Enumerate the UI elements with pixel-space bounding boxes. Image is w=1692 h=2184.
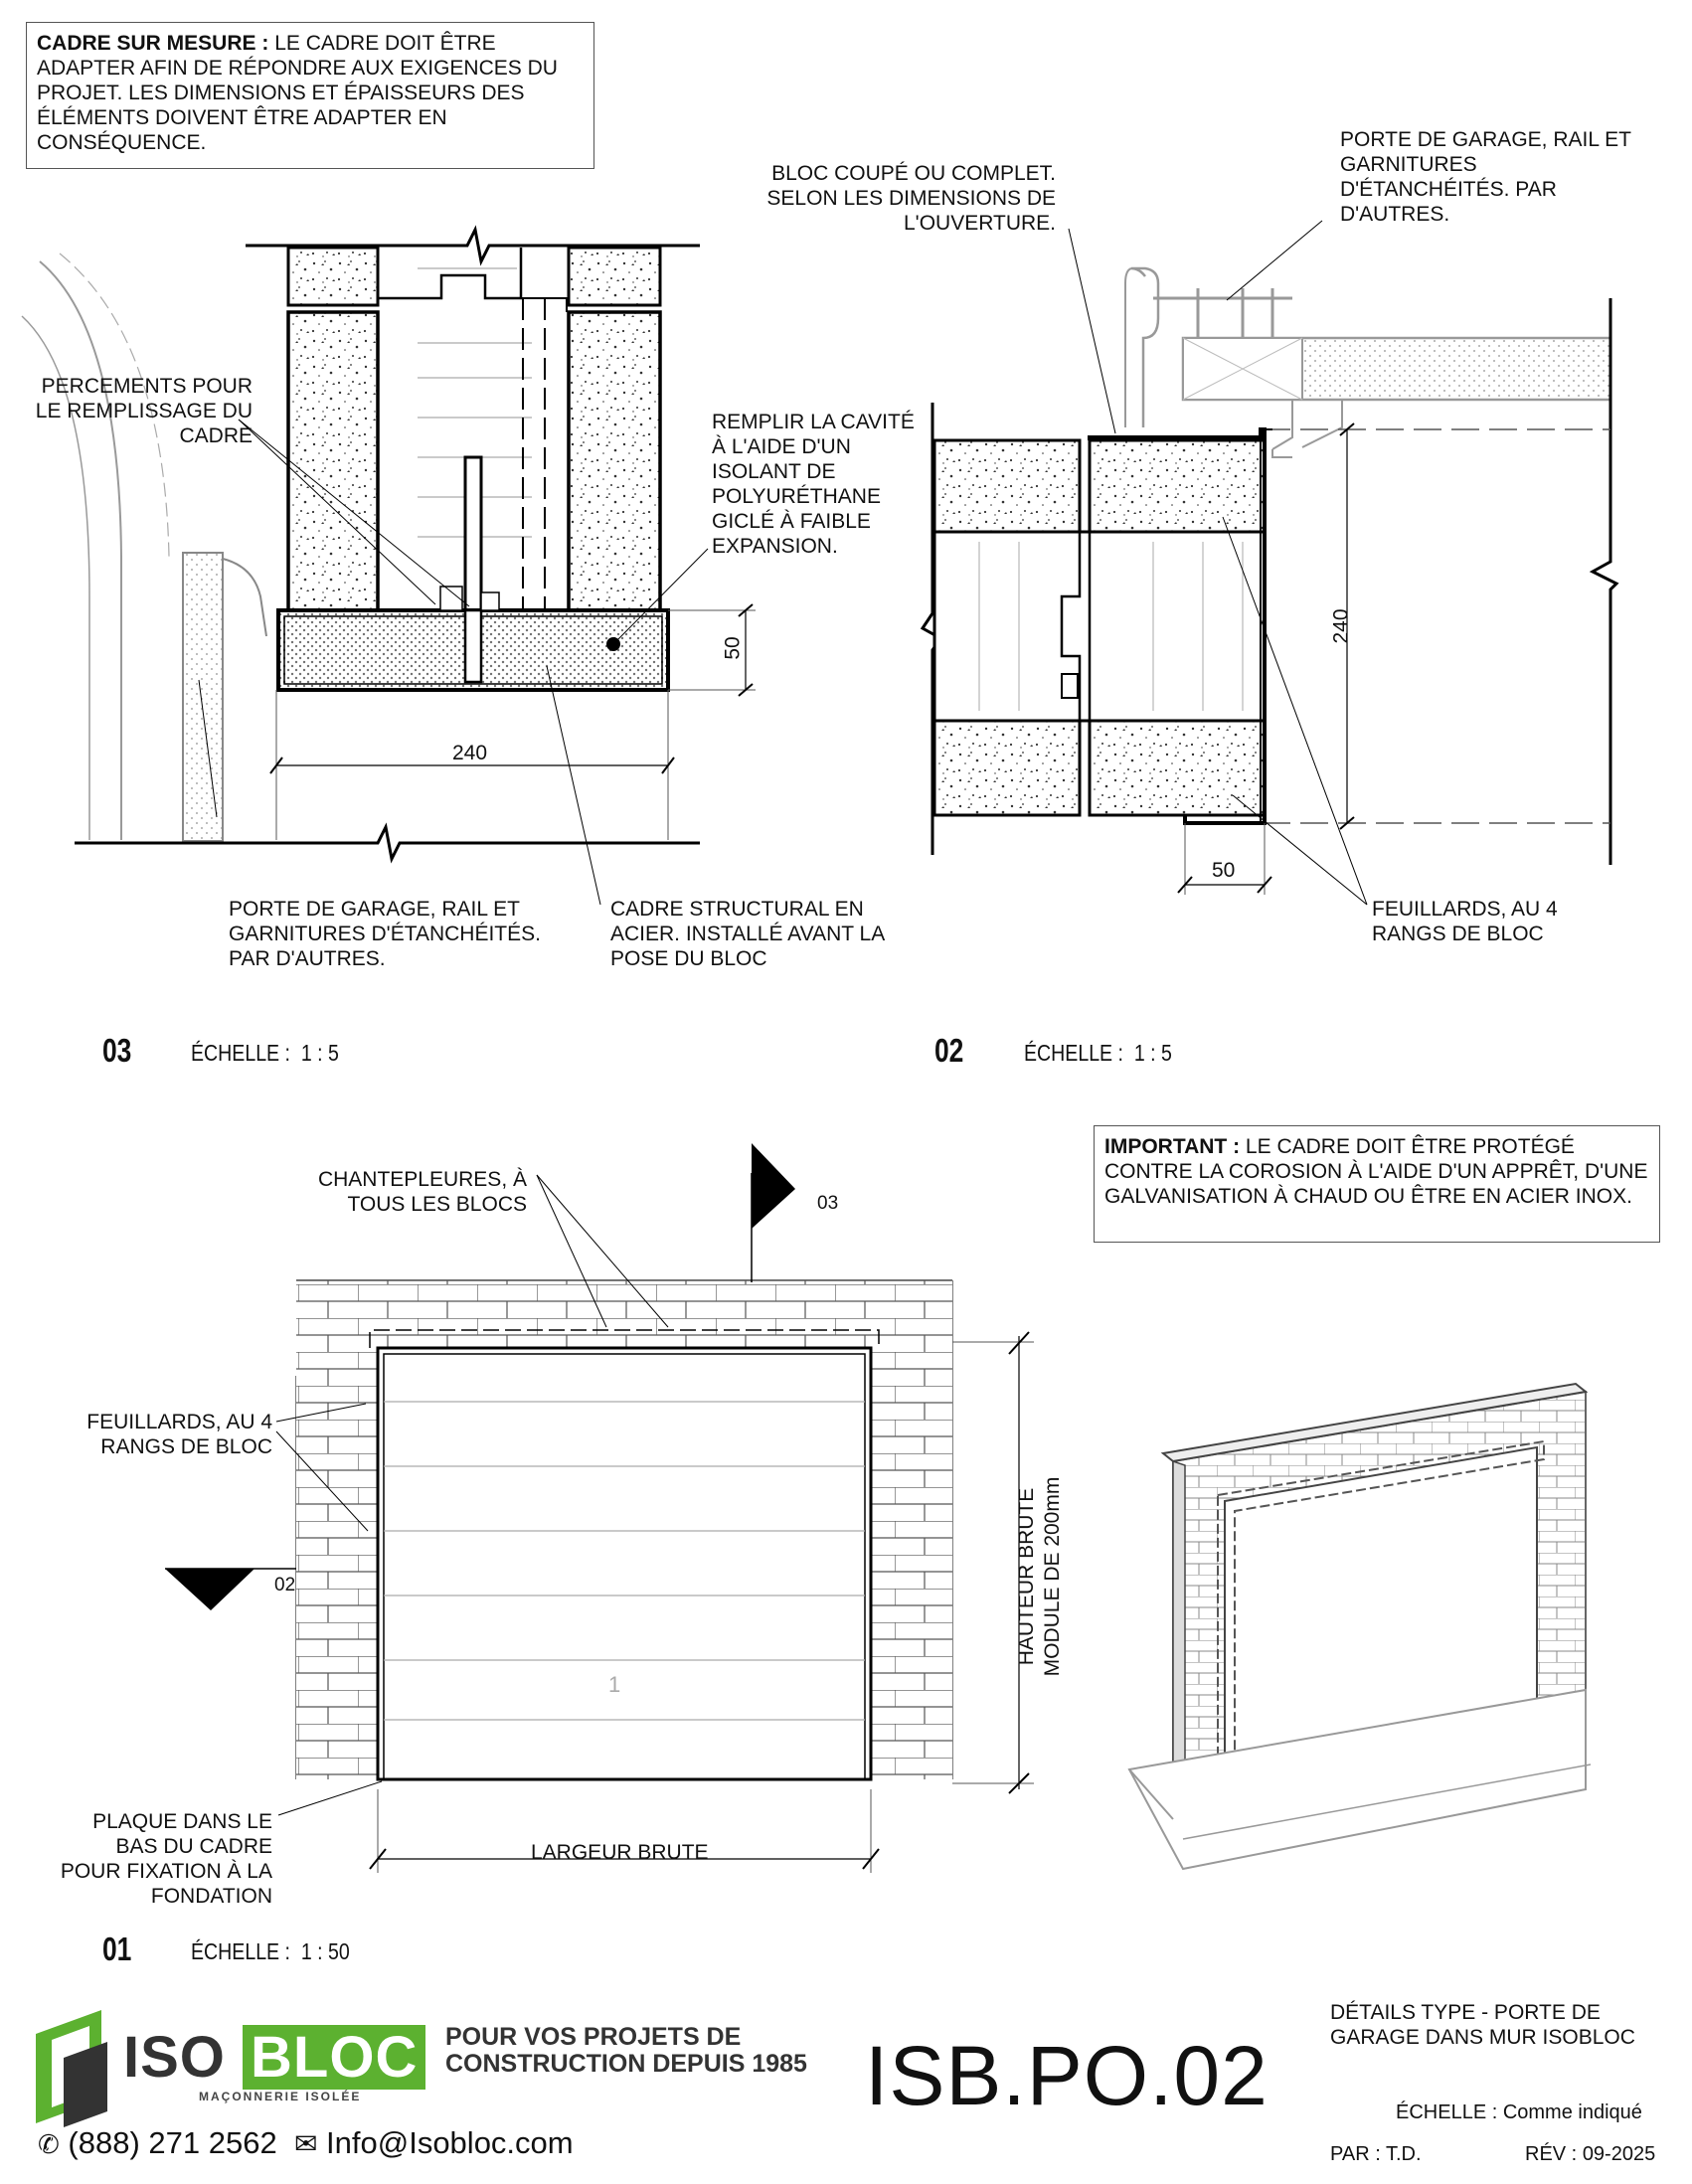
callout-cadre: CADRE STRUCTURAL EN ACIER. INSTALLÉ AVANT LA POSE DU BLOC (610, 898, 885, 970)
scale-label: ÉCHELLE : (1024, 1040, 1123, 1066)
hauteur-label: HAUTEUR BRUTE (1015, 1487, 1038, 1666)
tagline-line2: CONSTRUCTION DEPUIS 1985 (445, 2050, 807, 2078)
titleblock-revision (1525, 2143, 1655, 2166)
door-mark: 1 (608, 1672, 621, 1697)
callout-bloc: BLOC COUPÉ OU COMPLET. SELON LES DIMENSIONS DE L'OUVERTURE. (766, 162, 1056, 235)
important-note-text: LE CADRE DOIT ÊTRE PROTÉGÉ CONTRE LA COROSION À L'AIDE D'UN APPRÊT, D'UNE GALVANISATION À CHAUD OU ÊTRE EN ACIER INOX. (1104, 1135, 1648, 1208)
section-ref-02: 02 (274, 1575, 296, 1596)
scale-label: ÉCHELLE : (191, 1040, 290, 1066)
tb-rev-value: 09-2025 (1582, 2143, 1656, 2165)
titleblock-author (1330, 2143, 1422, 2166)
titleblock-scale (1396, 2101, 1642, 2124)
tagline-line1: POUR VOS PROJETS DE (445, 2023, 742, 2051)
drawing-code: ISB.PO.02 (865, 2029, 1269, 2122)
detail-01-drawing (165, 1143, 1034, 1873)
logo-subtitle: MAÇONNERIE ISOLÉE (199, 2090, 362, 2103)
logo-wordmark (123, 2024, 425, 2091)
drawing-title-line2: GARAGE DANS MUR ISOBLOC (1330, 2026, 1635, 2049)
isobloc-logo-mark (36, 2010, 107, 2127)
tb-by-label: PAR : (1330, 2143, 1381, 2165)
dim-02-height: 240 (1329, 608, 1353, 644)
detail-02-drawing (923, 221, 1616, 905)
callout-feuillards-01: FEUILLARDS, AU 4 RANGS DE BLOC (86, 1411, 272, 1458)
scale-value: 1 : 50 (300, 1938, 350, 1964)
dim-02-width: 50 (1212, 859, 1236, 882)
important-note (1094, 1125, 1660, 1243)
dim-hauteur-brute (1014, 1428, 1066, 1726)
tb-scale-value: Comme indiqué (1502, 2101, 1642, 2123)
callout-plaque: PLAQUE DANS LE BAS DU CADRE POUR FIXATION À LA FONDATION (60, 1810, 272, 1908)
detail-02-scale (1024, 1040, 1172, 1067)
tagline (445, 2024, 807, 2078)
dim-largeur-brute: LARGEUR BRUTE (531, 1841, 709, 1864)
phone-number[interactable]: (888) 271 2562 (68, 2125, 277, 2160)
detail-03-scale (191, 1040, 339, 1067)
callout-percements: PERCEMENTS POUR LE REMPLISSAGE DU CADRE (35, 375, 253, 447)
detail-02-number: 02 (934, 1032, 964, 1069)
important-note-bold: IMPORTANT : (1104, 1135, 1241, 1158)
email-icon: ✉ (293, 2128, 318, 2159)
callout-porte-02: PORTE DE GARAGE, RAIL ET GARNITURES D'ÉTANCHÉITÉS. PAR D'AUTRES. (1340, 128, 1631, 226)
detail-03-number: 03 (102, 1032, 132, 1069)
scale-value: 1 : 5 (300, 1040, 339, 1066)
module-label: MODULE DE 200mm (1041, 1476, 1064, 1677)
isometric-view (1129, 1384, 1591, 1869)
detail-01-scale (191, 1938, 350, 1965)
dim-03-height: 50 (721, 636, 745, 660)
tb-rev-label: RÉV : (1525, 2143, 1578, 2165)
drawing-title-line1: DÉTAILS TYPE - PORTE DE (1330, 2001, 1601, 2024)
callout-feuillards-02: FEUILLARDS, AU 4 RANGS DE BLOC (1372, 898, 1558, 945)
custom-frame-note-text: LE CADRE DOIT ÊTRE ADAPTER AFIN DE RÉPONDRE AUX EXIGENCES DU PROJET. LES DIMENSIONS ET ÉPAISSEURS DES ÉLÉMENTS DOIVENT ÊTRE ADAPTER EN CONSÉQUENCE. (37, 32, 558, 154)
custom-frame-note-bold: CADRE SUR MESURE : (37, 32, 269, 55)
logo-iso: ISO (123, 2025, 226, 2090)
drawing-title (1330, 2000, 1635, 2050)
phone-icon: ✆ (38, 2129, 60, 2159)
scale-label: ÉCHELLE : (191, 1938, 290, 1964)
callout-chantepleures: CHANTEPLEURES, À TOUS LES BLOCS (317, 1168, 527, 1216)
tb-scale-label: ÉCHELLE : (1396, 2101, 1498, 2123)
dim-03-width: 240 (452, 742, 488, 764)
callout-porte-03: PORTE DE GARAGE, RAIL ET GARNITURES D'ÉTANCHÉITÉS. PAR D'AUTRES. (229, 898, 541, 970)
detail-01-number: 01 (102, 1931, 132, 1967)
email-address[interactable]: Info@Isobloc.com (326, 2125, 574, 2160)
scale-value: 1 : 5 (1133, 1040, 1172, 1066)
logo-bloc: BLOC (243, 2025, 425, 2090)
custom-frame-note (26, 22, 594, 169)
callout-remplir: REMPLIR LA CAVITÉ À L'AIDE D'UN ISOLANT DE POLYURÉTHANE GICLÉ À FAIBLE EXPANSION. (712, 411, 915, 558)
section-ref-03: 03 (817, 1193, 839, 1214)
tb-by-value: T.D. (1385, 2143, 1422, 2165)
detail-03-drawing (22, 230, 756, 905)
contact-line (38, 2125, 574, 2161)
